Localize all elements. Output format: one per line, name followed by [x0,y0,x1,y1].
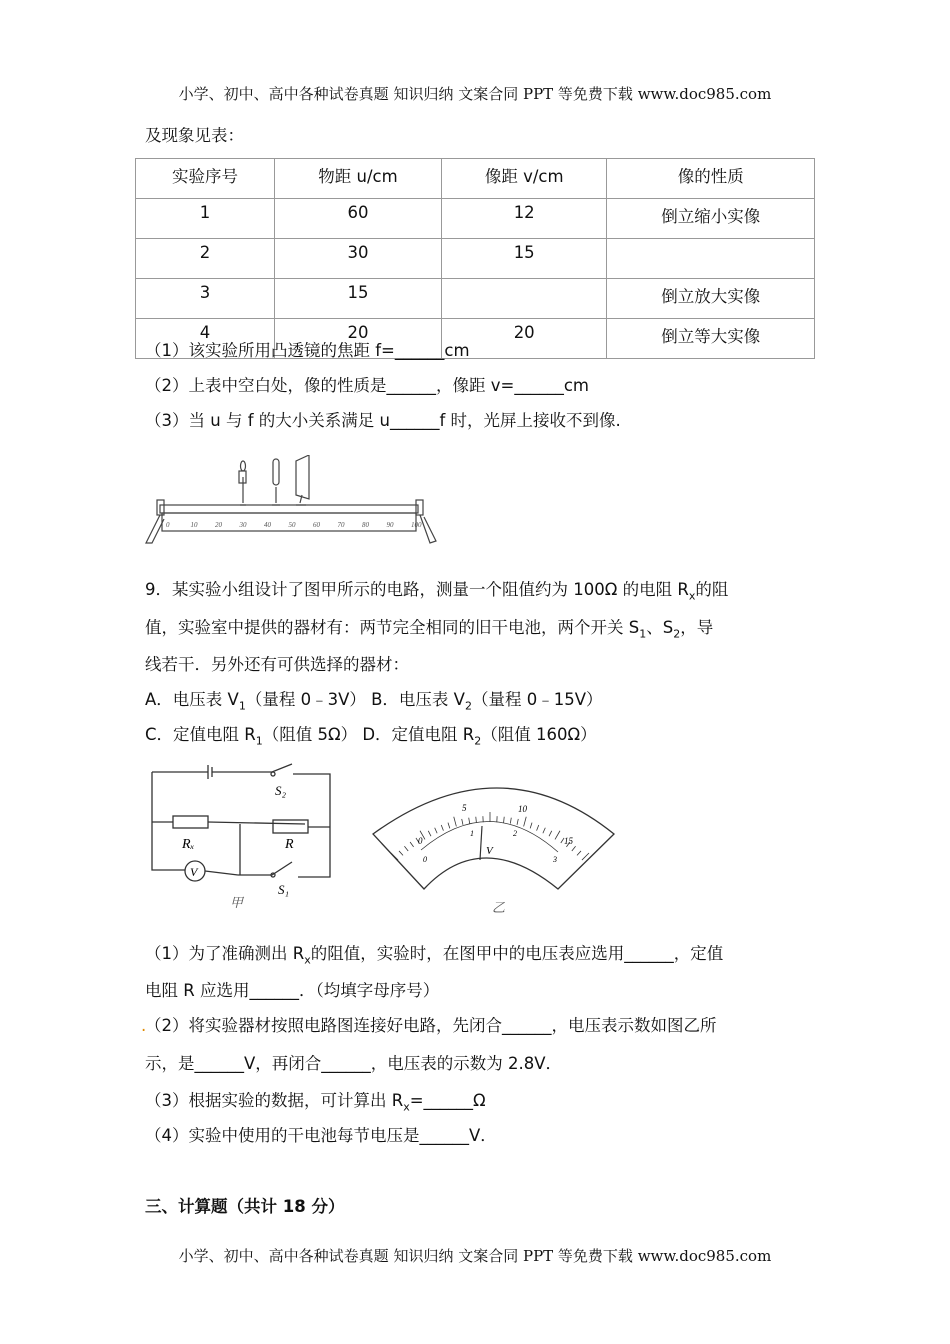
dial-tick [476,817,477,823]
bench-tick-label: 50 [288,521,296,529]
text: （1）为了准确测出 R [145,944,305,963]
text: 9．某实验小组设计了图甲所示的电路，测量一个阻值约为 100Ω 的电阻 R [145,580,689,599]
dial-tick [543,828,545,833]
sub-question-4: （4）实验中使用的干电池每节电压是______V． [145,1126,497,1145]
th: 实验序号 [136,159,275,199]
intro-text: 及现象见表： [145,126,244,145]
dial-outer-label: 5 [462,803,467,813]
bench-tick-label: 30 [239,521,247,529]
question-line: （3）当 u 与 f 的大小关系满足 u______f 时，光屏上接收不到像. [145,411,621,430]
sub-question-1-cont: 电阻 R 应选用______．（均填字母序号） [145,981,440,1000]
th: 物距 u/cm [275,159,442,199]
option-cd [145,724,597,752]
dial-tick [448,823,450,829]
label-voltmeter: V [190,865,198,879]
question-line: （2）上表中空白处，像的性质是______，像距 v=______cm [145,376,589,395]
dial-inner-label: 0 [423,855,427,864]
optical-bench-figure [140,455,450,550]
page-header: 小学、初中、高中各种试卷真题 知识归纳 文案合同 PPT 等免费下载 www.doc985.com [178,85,772,103]
cell: 倒立放大实像 [607,279,815,319]
label-r: R [285,837,294,852]
cell: 倒立等大实像 [607,319,815,359]
text: A．电压表 V [145,690,239,709]
sub-question-1 [145,943,723,971]
caption-yi: 乙 [492,900,506,915]
text: 值，实验室中提供的器材有：两节完全相同的旧干电池，两个开关 S [145,618,640,637]
bench-tick-label: 100 [411,521,422,529]
label-s2: S₂ [275,783,287,798]
text: （量程 0﹣3V） B．电压表 V [245,690,465,709]
dial-tick [410,842,414,847]
bench-tick-label: 60 [313,521,320,529]
label-s1: S₁ [278,882,290,897]
dial-tick [572,846,576,851]
dial-tick [577,851,581,855]
text: （3）根据实验的数据，可计算出 R [145,1091,404,1110]
dial-tick [435,828,437,833]
dial-tick [510,818,511,824]
q9-line1 [145,579,728,607]
dial-tick [555,831,560,840]
page-footer: 小学、初中、高中各种试卷真题 知识归纳 文案合同 PPT 等免费下载 www.doc985.com [178,1247,772,1265]
subscript: 1 [255,734,263,748]
subscript: 2 [464,699,472,713]
caption-jia: 甲 [230,895,244,910]
bench-tick-label: 0 [166,521,170,529]
text: 的阻 [695,580,729,599]
cell: 12 [441,199,606,239]
label-rx: Rₓ [182,837,195,852]
cell: 3 [136,279,275,319]
dial-tick [530,823,532,829]
subscript: x [304,953,311,967]
text: （量程 0﹣15V） [471,690,603,709]
question-line: （1）该实验所用凸透镜的焦距 f=______cm [145,341,470,360]
subscript: 2 [474,734,482,748]
text: （阻值 5Ω） D．定值电阻 R [262,725,475,744]
subscript: 1 [639,627,647,641]
table-header-row [136,159,815,199]
dial-outer-label: 10 [518,804,527,814]
th: 像的性质 [607,159,815,199]
cell: 20 [275,319,442,359]
cell: 4 [136,319,275,359]
dial-tick [441,825,443,831]
cell: 20 [441,319,606,359]
dial-outer-label: 0 [418,836,423,846]
bench-tick-label: 20 [215,521,222,529]
text: 的阻值，实验时，在图甲中的电压表应选用______，定值 [310,944,724,963]
dial-tick [504,817,505,823]
table-row [136,239,815,279]
dial-tick [517,819,518,825]
bench-tick-label: 80 [362,521,369,529]
dial-inner-label: 2 [513,829,517,838]
table-row [136,199,815,239]
q9-line3: 线若干．另外还有可供选择的器材： [145,655,409,674]
subscript: x [403,1100,410,1114]
dial-tick [462,819,463,825]
bench-tick-label: 10 [190,521,198,529]
text: =______Ω [409,1091,486,1110]
text: ，导 [680,618,714,637]
th: 像距 v/cm [441,159,606,199]
cell [441,279,606,319]
dial-tick [391,853,398,860]
dial-outer-label: 15 [564,836,573,846]
dial-unit: V [486,845,493,857]
section-heading: 三、计算题（共计 18 分） [145,1197,345,1216]
circuit-diagram-jia [152,764,330,881]
cell: 15 [275,279,442,319]
dial-tick [537,825,539,831]
dial-inner-label: 1 [470,829,474,838]
cell: 2 [136,239,275,279]
subscript: 1 [238,699,246,713]
dial-tick [404,846,408,851]
text: C．定值电阻 R [145,725,256,744]
table-row [136,279,815,319]
text: （阻值 160Ω） [481,725,597,744]
circuit-figures [140,762,620,922]
experiment-table [135,158,815,359]
cell: 60 [275,199,442,239]
text: 、S [646,618,674,637]
dial-inner-label: 3 [553,855,557,864]
cell: 15 [441,239,606,279]
cell: 倒立缩小实像 [607,199,815,239]
sub-question-2-cont: 示，是______V，再闭合______，电压表的示数为 2.8V． [145,1054,563,1073]
sub-question-2: . （2）将实验器材按照电路图连接好电路，先闭合______，电压表示数如图乙所 [141,1016,717,1035]
dial-tick [454,817,457,827]
subscript: x [688,589,696,603]
bench-tick-label: 40 [264,521,271,529]
cell [607,239,815,279]
option-ab [145,689,602,717]
dial-tick [524,817,527,827]
cell: 30 [275,239,442,279]
q9-line2 [145,617,713,645]
dial-tick [469,818,470,824]
bench-tick-label: 90 [386,521,394,529]
voltmeter-dial [373,788,614,889]
cell: 1 [136,199,275,239]
bench-tick-label: 70 [337,521,345,529]
dial-tick [399,851,403,855]
sub-question-3 [145,1090,486,1118]
dial-tick [428,831,431,836]
text: （2）将实验器材按照电路图连接好电路，先闭合______，电压表示数如图乙所 [145,1016,717,1035]
dial-tick [549,831,552,836]
subscript: 2 [673,627,681,641]
